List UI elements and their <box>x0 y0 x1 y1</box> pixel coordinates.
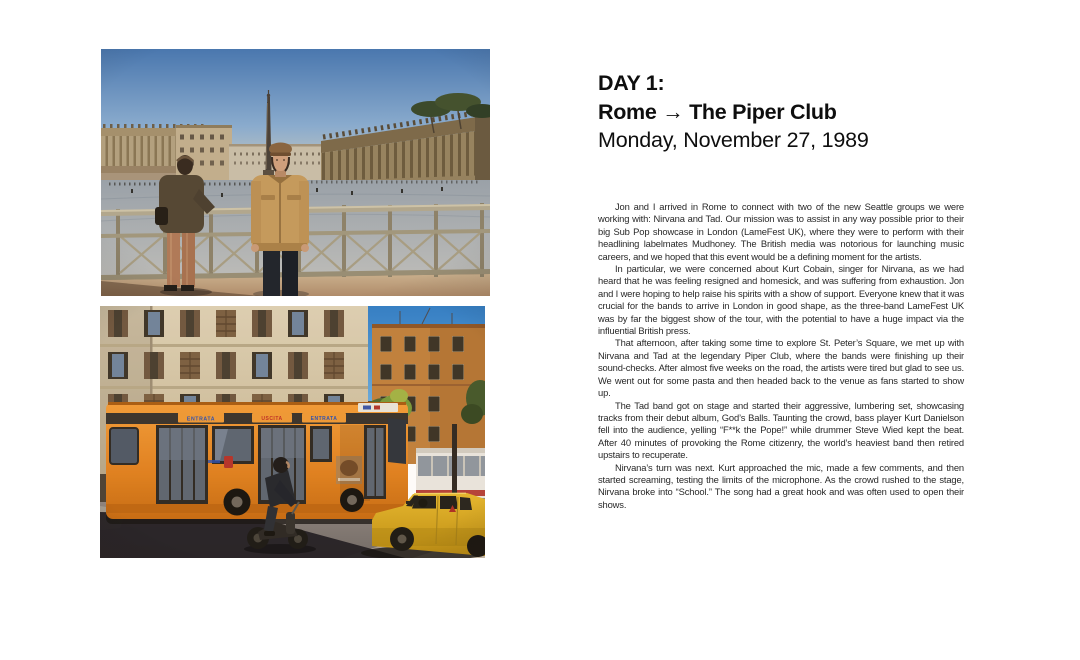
photo-vignette <box>101 49 490 296</box>
heading-date: Monday, November 27, 1989 <box>598 128 869 152</box>
heading-route: Rome → The Piper Club <box>598 99 837 124</box>
paragraph-5: Nirvana’s turn was next. Kurt approached the mic, made a few comments, and then started screaming, testing the limits of the microphone. As the crowd rushed to the stage, Nirvana broke into “School.” The song had a great hook and was often used to open their shows. <box>598 461 964 510</box>
photo-st-peters-square <box>101 49 490 296</box>
paragraph-1: Jon and I arrived in Rome to connect with two of the new Seattle groups we were working with: Nirvana and Tad. Our mission was to assist in any way possible prior to their big Sub Pop showcase in London (LameFest UK), where they were to perform with their headlining labelmates Mudhoney. The British media was notorious for launching music careers, and we hoped that this event would be a defining moment for the artists. <box>598 201 964 262</box>
paragraph-3: That afternoon, after taking some time to explore St. Peter’s Square, we met up with Nirvana and Tad at the legendary Piper Club, where the bands were finishing up their sound-checks. After almost five weeks on the road, the artists were tired but glad to see us. We went out for some pasta and then headed back to the venue as fans started to show up. <box>598 337 964 399</box>
paragraph-4: The Tad band got on stage and started their aggressive, lumbering set, showcasing tracks from their debut album, God’s Balls. Taunting the crowd, bass player Kurt Danielson fell into the audience, yelling “F**k the Pope!” while drummer Steve Wied kept the beat. After 40 minutes of provoking the Rome citizenry, the world’s heaviest band then retired upstairs to recuperate. <box>598 399 964 461</box>
article-text <box>598 201 964 511</box>
paragraph-2: In particular, we were concerned about Kurt Cobain, singer for Nirvana, as we had heard that he was feeling resigned and homesick, and was suffering from exhaustion. Jon and I were hoping to help raise his spirits with a show of support. Everyone knew that it was crucial for the bands to arrive in London in good shape, as the three-band LameFest UK was by far the biggest show of the tour, with the potential to have a huge impact via the influential British press. <box>598 263 964 337</box>
photo-rome-street-bus <box>100 306 485 558</box>
heading-day-number: DAY 1: <box>598 71 665 95</box>
photo-vignette <box>100 306 485 558</box>
chapter-heading <box>598 69 869 155</box>
